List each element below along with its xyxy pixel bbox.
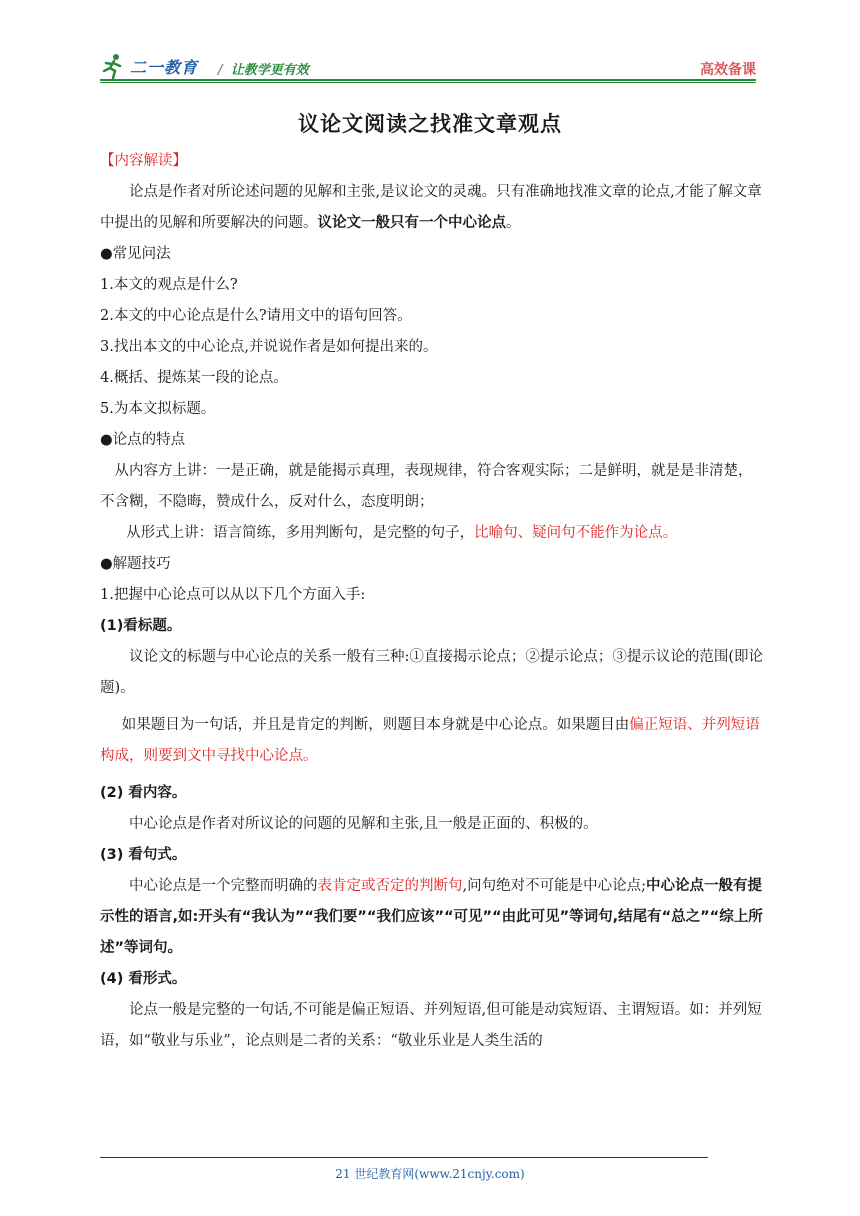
runner-logo-icon (100, 53, 126, 79)
form-paragraph: 论点一般是完整的一句话,不可能是偏正短语、并列短语,但可能是动宾短语、主谓短语。如：并列短语，如“敬业与乐业”，论点则是二者的关系：“敬业乐业是人类生活的 (100, 1002, 762, 1049)
section-label: 【内容解读】 (100, 153, 187, 169)
common-questions-heading: ●常见问法 (100, 246, 171, 262)
footer-source: 21 世纪教育网(www.21cnjy.com) (335, 1167, 525, 1181)
header-divider (100, 79, 756, 81)
subsection-title: (4) 看形式。 (100, 971, 187, 987)
intro-text: 论点是作者对所论述问题的见解和主张,是议论文的灵魂。只有准确地找准文章的论点,才能了解文章中提出的见解和所要解决的问题。 (100, 184, 762, 231)
content-paragraph: 中心论点是作者对所议论的问题的见解和主张,且一般是正面的、积极的。 (129, 816, 598, 832)
intro-paragraph (100, 177, 765, 239)
page-title: 议论文阅读之找准文章观点 (298, 112, 562, 136)
question-item: 3.找出本文的中心论点,并说说作者是如何提出来的。 (100, 339, 438, 355)
intro-end: 。 (506, 215, 521, 231)
document-body (100, 146, 765, 1057)
judgement-text: 如果题目为一句话，并且是肯定的判断，则题目本身就是中心论点。如果题目由 (121, 717, 630, 733)
header-slogan (218, 59, 309, 78)
features-heading: ●论点的特点 (100, 432, 186, 448)
judgement-warning: 偏正短语、并列短语构成，则要到文中寻找中心论点。 (100, 717, 760, 764)
techniques-heading: ●解题技巧 (100, 556, 171, 572)
footer-divider (100, 1157, 708, 1158)
question-item: 5.为本文拟标题。 (100, 401, 216, 417)
header-divider-thin (100, 82, 756, 83)
page-header (100, 52, 756, 82)
sentence-highlight: 表肯定或否定的判断句 (317, 878, 463, 894)
sentence-key-point: 中心论点一般有提示性的语言,如:开头有“我认为”“我们要”“我们应该”“可见”“由此可见”等词句,结尾有“总之”“综上所述”等词句。 (100, 878, 763, 956)
question-item: 4.概括、提炼某一段的论点。 (100, 370, 288, 386)
form-text: 从形式上讲：语言简练，多用判断句，是完整的句子， (126, 525, 475, 541)
features-content-paragraph: 从内容方上讲：一是正确，就是能揭示真理，表现规律，符合客观实际；二是鲜明，就是是非清楚，不含糊，不隐晦，赞成什么，反对什么，态度明朗； (100, 463, 753, 510)
subsection-title: (3) 看句式。 (100, 847, 187, 863)
techniques-intro: 1.把握中心论点可以从以下几个方面入手: (100, 587, 366, 603)
sentence-text-end: ,问句绝对不可能是中心论点; (462, 878, 646, 894)
question-item: 1.本文的观点是什么? (100, 277, 238, 293)
subsection-title: (1)看标题。 (100, 618, 182, 634)
slogan-separator: / (218, 63, 223, 78)
sentence-text: 中心论点是一个完整而明确的 (129, 878, 318, 894)
question-item: 2.本文的中心论点是什么?请用文中的语句回答。 (100, 308, 412, 324)
features-form-paragraph (100, 518, 765, 549)
title-judgement-paragraph (100, 710, 765, 772)
title-relation-paragraph: 议论文的标题与中心论点的关系一般有三种:①直接揭示论点；②提示论点；③提示议论的范围(即论题)。 (100, 649, 764, 696)
intro-key-point: 议论文一般只有一个中心论点 (317, 215, 506, 231)
header-right-label: 高效备课 (700, 62, 756, 78)
form-warning: 比喻句、疑问句不能作为论点。 (474, 525, 678, 541)
brand-logo (100, 52, 198, 80)
slogan-text: 让教学更有效 (230, 63, 309, 78)
subsection-title: (2) 看内容。 (100, 785, 187, 801)
sentence-paragraph (100, 871, 765, 964)
logo-text: 二一教育 (130, 57, 199, 77)
